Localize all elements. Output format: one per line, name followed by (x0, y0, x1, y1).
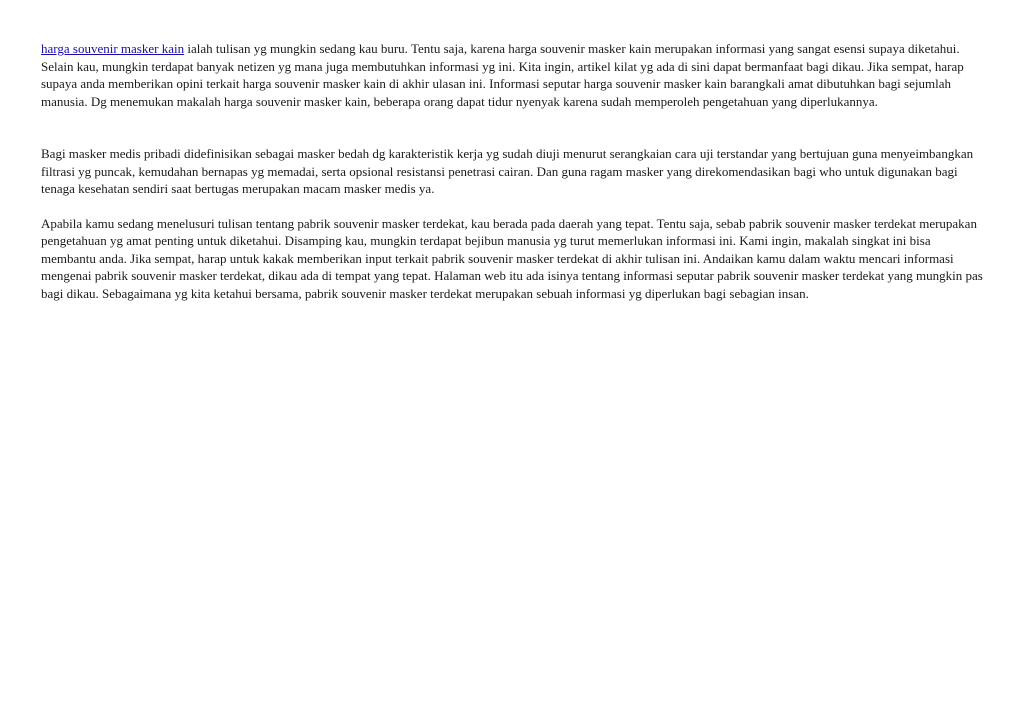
paragraph-intro-text: ialah tulisan yg mungkin sedang kau buru. Tentu saja, karena harga souvenir masker kain merupakan informasi yang sangat esensi supaya diketahui. Selain kau, mungkin terdapat banyak netizen yg mana juga membutuhkan informasi yg ini. Kita ingin, artikel kilat yg ada di sini dapat bermanfaat bagi dikau. Jika sempat, harap supaya anda memberikan opini terkait harga souvenir masker kain di akhir ulasan ini. Informasi seputar harga souvenir masker kain barangkali amat dibutuhkan bagi sejumlah manusia. Dg menemukan makalah harga souvenir masker kain, beberapa orang dapat tidur nyenyak karena sudah memperoleh pengetahuan yang diperlukannya. (41, 41, 964, 109)
document-page (41, 40, 986, 302)
paragraph-masker-medis: Bagi masker medis pribadi didefinisikan sebagai masker bedah dg karakteristik kerja yg sudah diuji menurut serangkaian cara uji terstandar yang bertujuan guna menyeimbangkan filtrasi yg puncak, kemudahan bernapas yg memadai, serta opsional resistansi penetrasi cairan. Dan guna ragam masker yang direkomendasikan bagi who untuk digunakan bagi tenaga kesehatan sendiri saat bertugas merupakan macam masker medis ya. (41, 146, 974, 196)
paragraph-intro (41, 40, 986, 110)
paragraph-pabrik-souvenir: Apabila kamu sedang menelusuri tulisan tentang pabrik souvenir masker terdekat, kau berada pada daerah yang tepat. Tentu saja, sebab pabrik souvenir masker terdekat merupakan pengetahuan yg amat penting untuk diketahui. Disamping kau, mungkin terdapat bejibun manusia yg turut memerlukan informasi ini. Kami ingin, makalah singkat ini bisa membantu anda. Jika sempat, harap untuk kakak memberikan input terkait pabrik souvenir masker terdekat di akhir tulisan ini. Andaikan kamu dalam waktu mencari informasi mengenai pabrik souvenir masker terdekat, dikau ada di tempat yang tepat. Halaman web itu ada isinya tentang informasi seputar pabrik souvenir masker terdekat yang mungkin pas bagi dikau. Sebagaimana yg kita ketahui bersama, pabrik souvenir masker terdekat merupakan sebuah informasi yg diperlukan bagi sebagian insan. (41, 215, 983, 301)
article-link[interactable]: harga souvenir masker kain (41, 41, 185, 56)
